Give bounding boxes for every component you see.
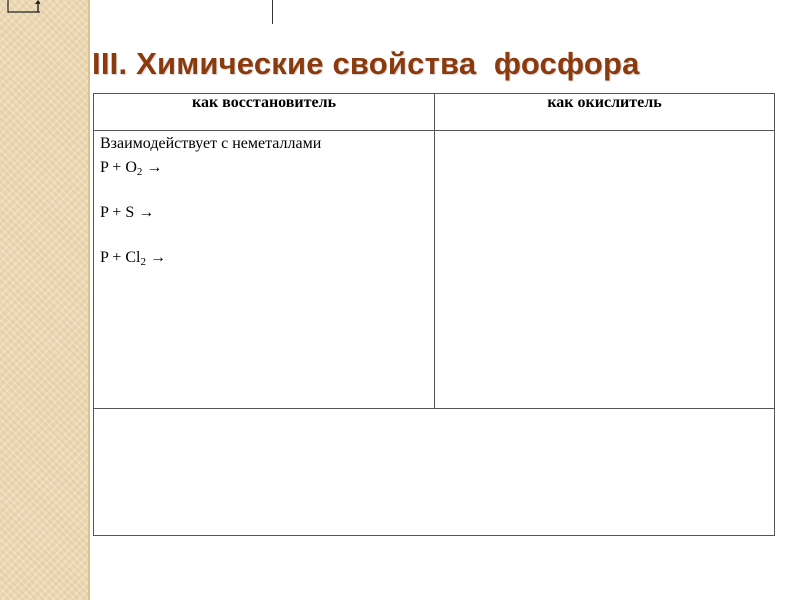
slide-title: III. Химические свойства фосфора — [92, 46, 640, 81]
equation-2: P + S → — [100, 204, 155, 221]
bottom-text — [94, 409, 774, 417]
oxidizer-text — [435, 131, 774, 139]
decorative-side-strip — [0, 0, 88, 600]
properties-table — [93, 93, 775, 536]
bottom-cell — [94, 409, 775, 536]
equation-1: $P + O_2$ → — [100, 159, 163, 178]
table-header-row — [94, 94, 775, 131]
header-reducer: как восстановитель — [94, 94, 435, 131]
table-bottom-row — [94, 409, 775, 536]
header-oxidizer: как окислитель — [435, 94, 775, 131]
reducer-cell — [94, 131, 435, 409]
reducer-heading: Взаимодействует с неметаллами — [100, 135, 322, 152]
vertical-divider-mark — [272, 0, 273, 24]
side-strip-edge — [88, 0, 90, 600]
table-body-row — [94, 131, 775, 409]
corner-arrow-icon — [4, 0, 40, 14]
oxidizer-cell — [435, 131, 775, 409]
equation-3: $P + Cl_2$ → — [100, 249, 166, 268]
